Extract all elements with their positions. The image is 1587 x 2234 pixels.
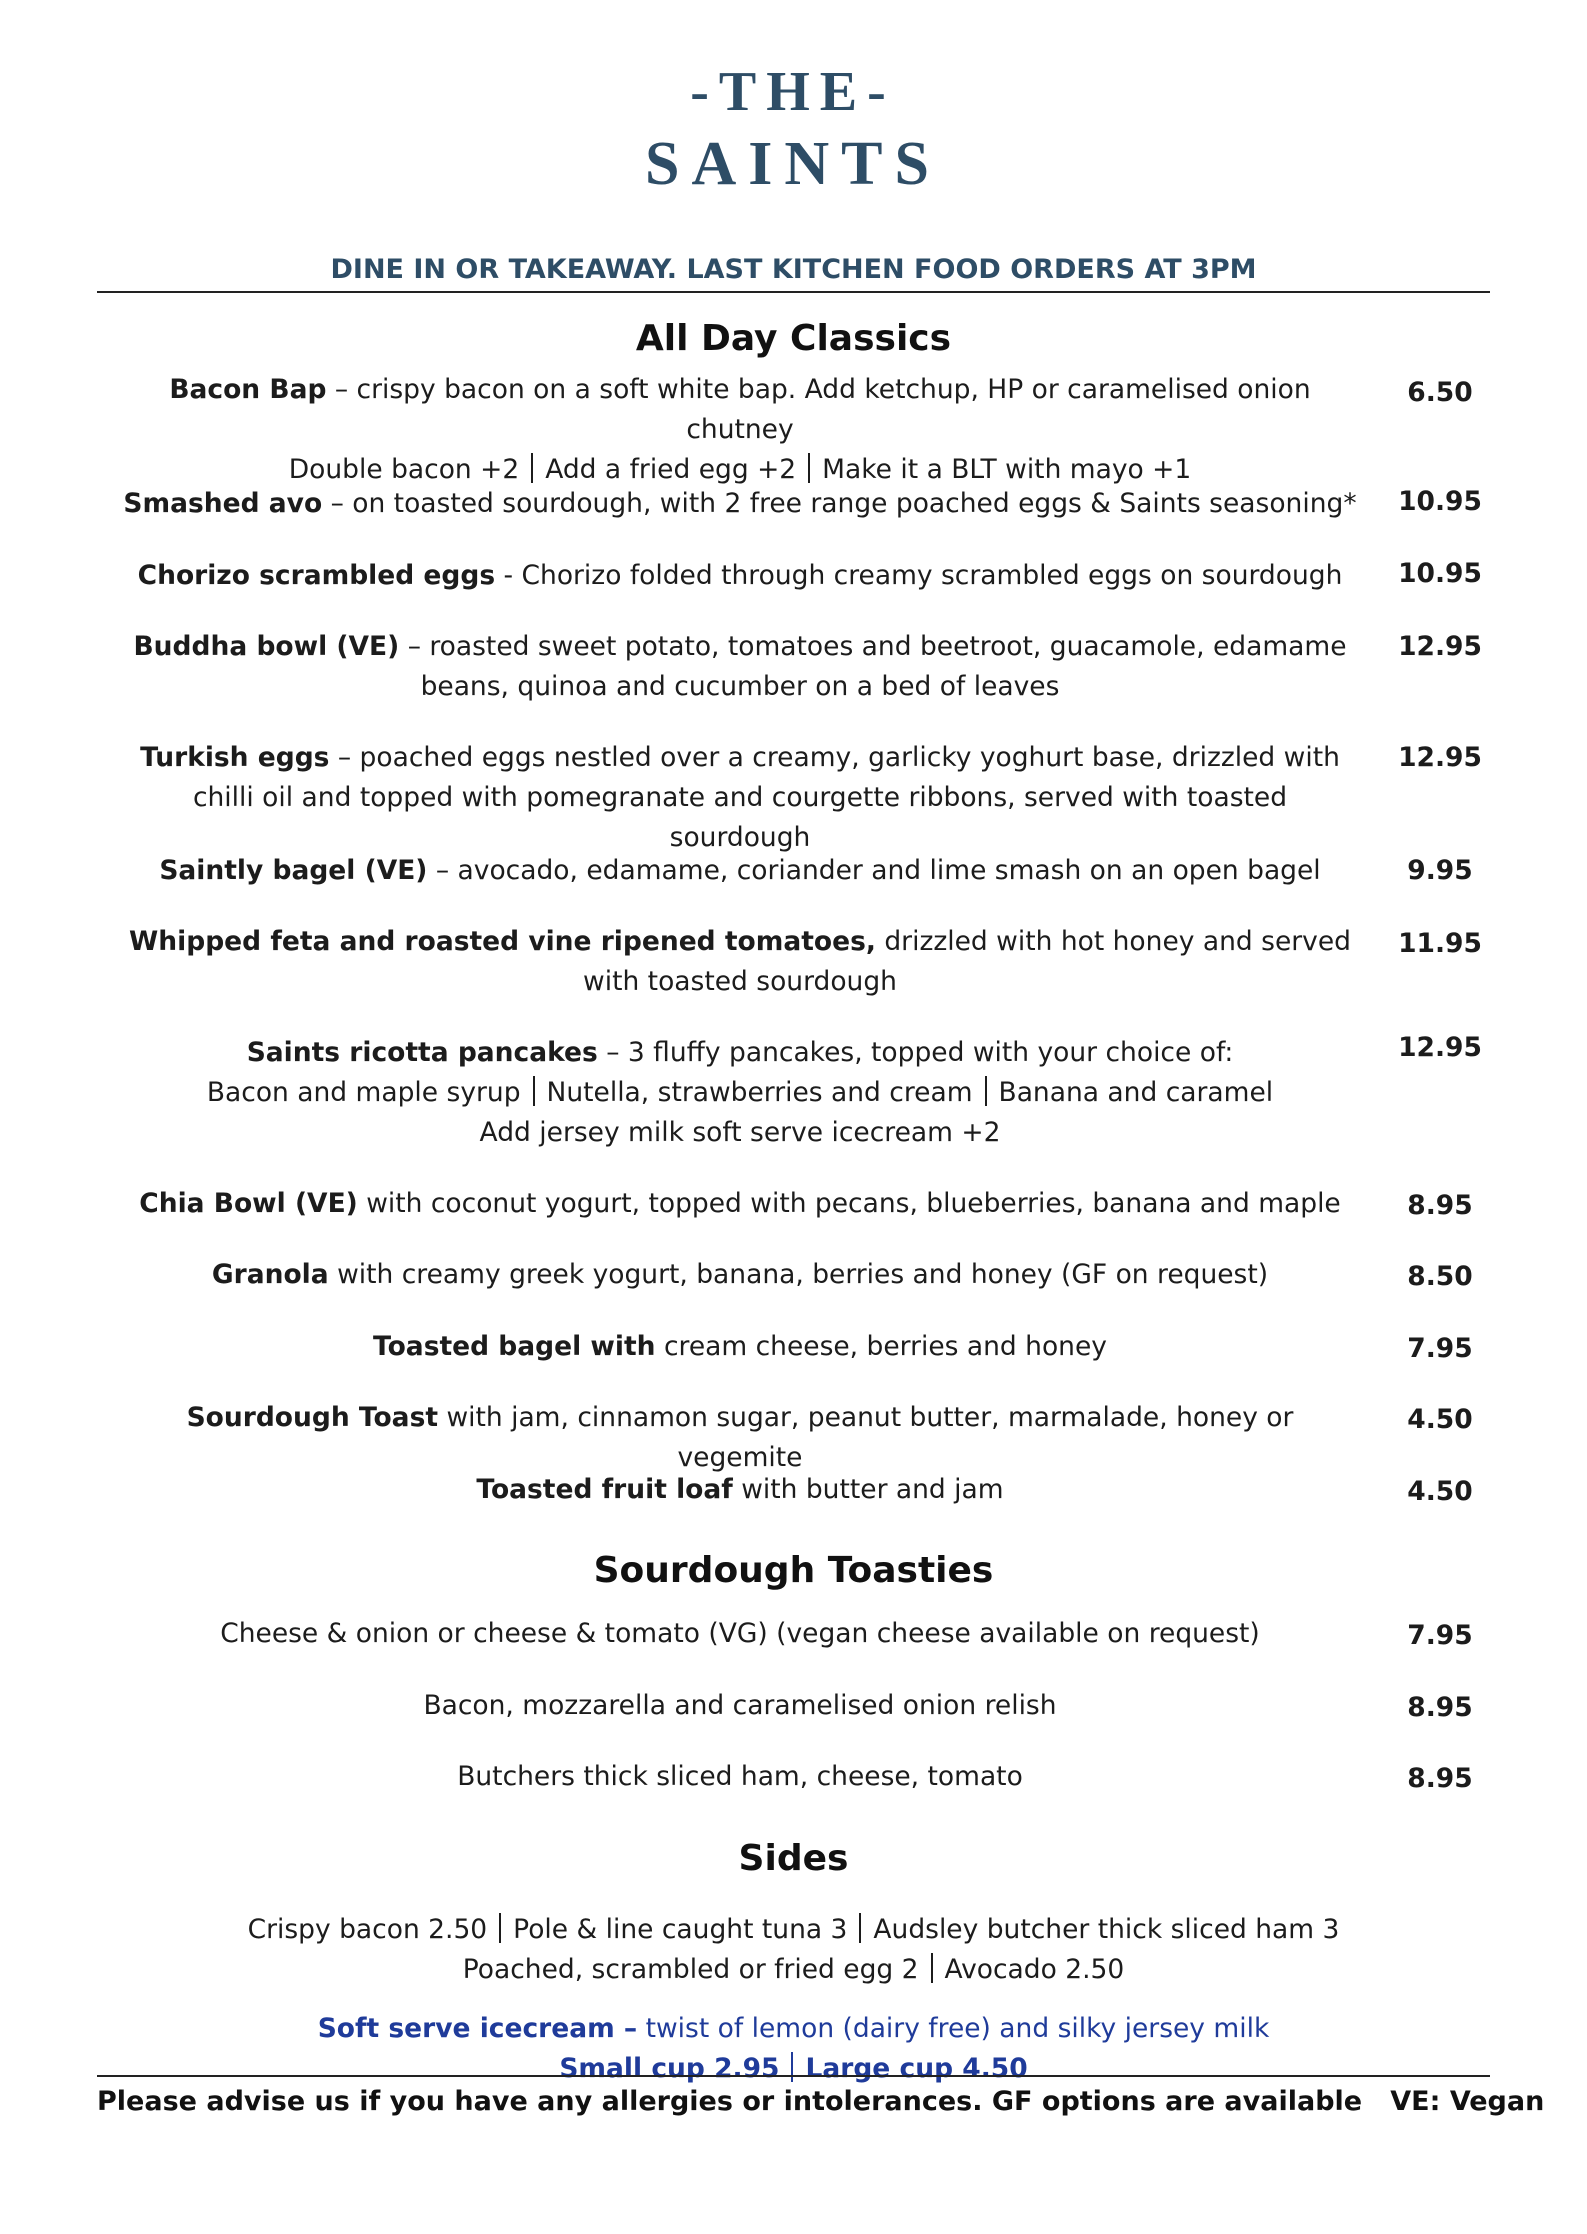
side-item: Avocado 2.50 bbox=[944, 1954, 1125, 1985]
item-desc: – roasted sweet potato, tomatoes and beetroot, guacamole, edamame bbox=[399, 631, 1347, 662]
item-desc: Butchers thick sliced ham, cheese, tomato bbox=[457, 1761, 1023, 1792]
menu-item-buddha-bowl bbox=[120, 627, 1360, 707]
item-name: Chia Bowl (VE) bbox=[139, 1188, 358, 1219]
menu-item-whipped-feta bbox=[120, 922, 1360, 1002]
item-desc: – avocado, edamame, coriander and lime smash on an open bagel bbox=[427, 855, 1321, 886]
item-option: Banana and caramel bbox=[998, 1077, 1274, 1108]
separator-bar bbox=[791, 2052, 793, 2082]
item-desc: with coconut yogurt, topped with pecans, blueberries, banana and maple bbox=[357, 1188, 1341, 1219]
menu-item-toastie-bacon bbox=[120, 1686, 1360, 1726]
separator-bar bbox=[859, 1913, 861, 1943]
item-price: 4.50 bbox=[1407, 1476, 1473, 1507]
item-price: 8.95 bbox=[1407, 1763, 1473, 1794]
item-option: Bacon and maple syrup bbox=[206, 1077, 521, 1108]
separator-bar bbox=[531, 453, 533, 483]
separator-bar bbox=[931, 1953, 933, 1983]
logo-line2: SAINTS bbox=[645, 130, 941, 198]
item-name: Whipped feta and roasted vine ripened tomatoes, bbox=[129, 926, 876, 957]
menu-item-toasted-bagel bbox=[120, 1327, 1360, 1367]
soft-serve-name: Soft serve icecream – bbox=[317, 2013, 638, 2044]
menu-item-granola bbox=[120, 1255, 1360, 1295]
item-desc: with jam, cinnamon sugar, peanut butter, marmalade, honey or vegemite bbox=[438, 1402, 1294, 1473]
menu-item-ricotta-pancakes bbox=[120, 1033, 1360, 1153]
item-desc: Add jersey milk soft serve icecream +2 bbox=[479, 1117, 1001, 1148]
soft-serve-note bbox=[97, 2009, 1490, 2089]
item-desc: beans, quinoa and cucumber on a bed of leaves bbox=[420, 671, 1060, 702]
item-name: Saints ricotta pancakes bbox=[246, 1037, 598, 1068]
item-name: Buddha bowl (VE) bbox=[133, 631, 400, 662]
item-name: Sourdough Toast bbox=[186, 1402, 439, 1433]
item-name: Toasted fruit loaf bbox=[476, 1474, 733, 1505]
item-desc: with toasted sourdough bbox=[583, 966, 897, 997]
section-title-toasties: Sourdough Toasties bbox=[593, 1550, 994, 1591]
separator-bar bbox=[985, 1076, 987, 1106]
item-price: 8.95 bbox=[1407, 1692, 1473, 1723]
item-price: 9.95 bbox=[1407, 855, 1473, 886]
bottom-divider bbox=[97, 2075, 1490, 2077]
the-saints-logo bbox=[0, 62, 1587, 207]
item-desc: drizzled with hot honey and served bbox=[875, 926, 1351, 957]
side-item: Crispy bacon 2.50 bbox=[247, 1914, 488, 1945]
item-option: Make it a BLT with mayo +1 bbox=[822, 454, 1192, 485]
item-price: 7.95 bbox=[1407, 1620, 1473, 1651]
item-price: 8.95 bbox=[1407, 1190, 1473, 1221]
service-banner: DINE IN OR TAKEAWAY. LAST KITCHEN FOOD ORDERS AT 3PM bbox=[330, 254, 1257, 285]
menu-item-smashed-avo bbox=[120, 484, 1360, 524]
item-name: Saintly bagel (VE) bbox=[159, 855, 428, 886]
sides-list bbox=[97, 1910, 1490, 1990]
item-desc: with butter and jam bbox=[732, 1474, 1004, 1505]
item-option: Double bacon +2 bbox=[288, 454, 520, 485]
menu-item-toastie-cheese bbox=[120, 1614, 1360, 1654]
item-desc: – crispy bacon on a soft white bap. Add ketchup, HP or caramelised onion chutney bbox=[326, 374, 1311, 445]
logo-line1: -THE- bbox=[690, 62, 896, 123]
item-name: Toasted bagel with bbox=[373, 1331, 656, 1362]
item-desc: chilli oil and topped with pomegranate and courgette ribbons, served with toasted sourdough bbox=[192, 782, 1288, 853]
item-desc: with creamy greek yogurt, banana, berries and honey (GF on request) bbox=[328, 1259, 1269, 1290]
item-price: 6.50 bbox=[1407, 377, 1473, 408]
item-price: 10.95 bbox=[1398, 558, 1482, 589]
top-divider bbox=[97, 291, 1490, 293]
menu-item-toastie-ham bbox=[120, 1757, 1360, 1797]
item-desc: – on toasted sourdough, with 2 free range poached eggs & Saints seasoning* bbox=[322, 488, 1357, 519]
item-option: Add a fried egg +2 bbox=[545, 454, 797, 485]
soft-serve-small: Small cup 2.95 bbox=[559, 2053, 780, 2084]
separator-bar bbox=[808, 453, 810, 483]
side-item: Poached, scrambled or fried egg 2 bbox=[462, 1954, 919, 1985]
item-price: 12.95 bbox=[1398, 1032, 1482, 1063]
item-price: 12.95 bbox=[1398, 631, 1482, 662]
item-name: Smashed avo bbox=[123, 488, 323, 519]
section-title-sides: Sides bbox=[738, 1838, 849, 1879]
side-item: Pole & line caught tuna 3 bbox=[513, 1914, 848, 1945]
section-title-classics: All Day Classics bbox=[635, 318, 952, 359]
item-desc: Bacon, mozzarella and caramelised onion relish bbox=[423, 1690, 1057, 1721]
item-price: 11.95 bbox=[1398, 928, 1482, 959]
item-desc: - Chorizo folded through creamy scrambled eggs on sourdough bbox=[495, 560, 1343, 591]
item-desc: Cheese & onion or cheese & tomato (VG) (vegan cheese available on request) bbox=[220, 1618, 1260, 1649]
item-name: Turkish eggs bbox=[140, 742, 330, 773]
menu-item-saintly-bagel bbox=[120, 851, 1360, 891]
item-name: Chorizo scrambled eggs bbox=[137, 560, 496, 591]
menu-item-sourdough-toast bbox=[120, 1398, 1360, 1478]
menu-item-bacon-bap bbox=[120, 370, 1360, 490]
menu-item-turkish-eggs bbox=[120, 738, 1360, 858]
item-price: 8.50 bbox=[1407, 1261, 1473, 1292]
item-price: 12.95 bbox=[1398, 742, 1482, 773]
item-price: 7.95 bbox=[1407, 1333, 1473, 1364]
item-price: 10.95 bbox=[1398, 486, 1482, 517]
item-name: Granola bbox=[211, 1259, 329, 1290]
separator-bar bbox=[499, 1913, 501, 1943]
soft-serve-desc: twist of lemon (dairy free) and silky jersey milk bbox=[637, 2013, 1270, 2044]
menu-item-fruit-loaf bbox=[120, 1470, 1360, 1510]
allergy-footer: Please advise us if you have any allergies or intolerances. GF options are available VE: Vegan bbox=[97, 2086, 1545, 2117]
separator-bar bbox=[533, 1076, 535, 1106]
item-desc: cream cheese, berries and honey bbox=[655, 1331, 1107, 1362]
item-desc: – poached eggs nestled over a creamy, garlicky yoghurt base, drizzled with bbox=[329, 742, 1340, 773]
item-price: 4.50 bbox=[1407, 1404, 1473, 1435]
side-item: Audsley butcher thick sliced ham 3 bbox=[873, 1914, 1340, 1945]
item-name: Bacon Bap bbox=[169, 374, 327, 405]
menu-item-chia-bowl bbox=[120, 1184, 1360, 1224]
item-desc: – 3 fluffy pancakes, topped with your choice of: bbox=[597, 1037, 1234, 1068]
soft-serve-large: Large cup 4.50 bbox=[805, 2053, 1028, 2084]
item-option: Nutella, strawberries and cream bbox=[546, 1077, 973, 1108]
menu-item-chorizo-eggs bbox=[120, 556, 1360, 596]
